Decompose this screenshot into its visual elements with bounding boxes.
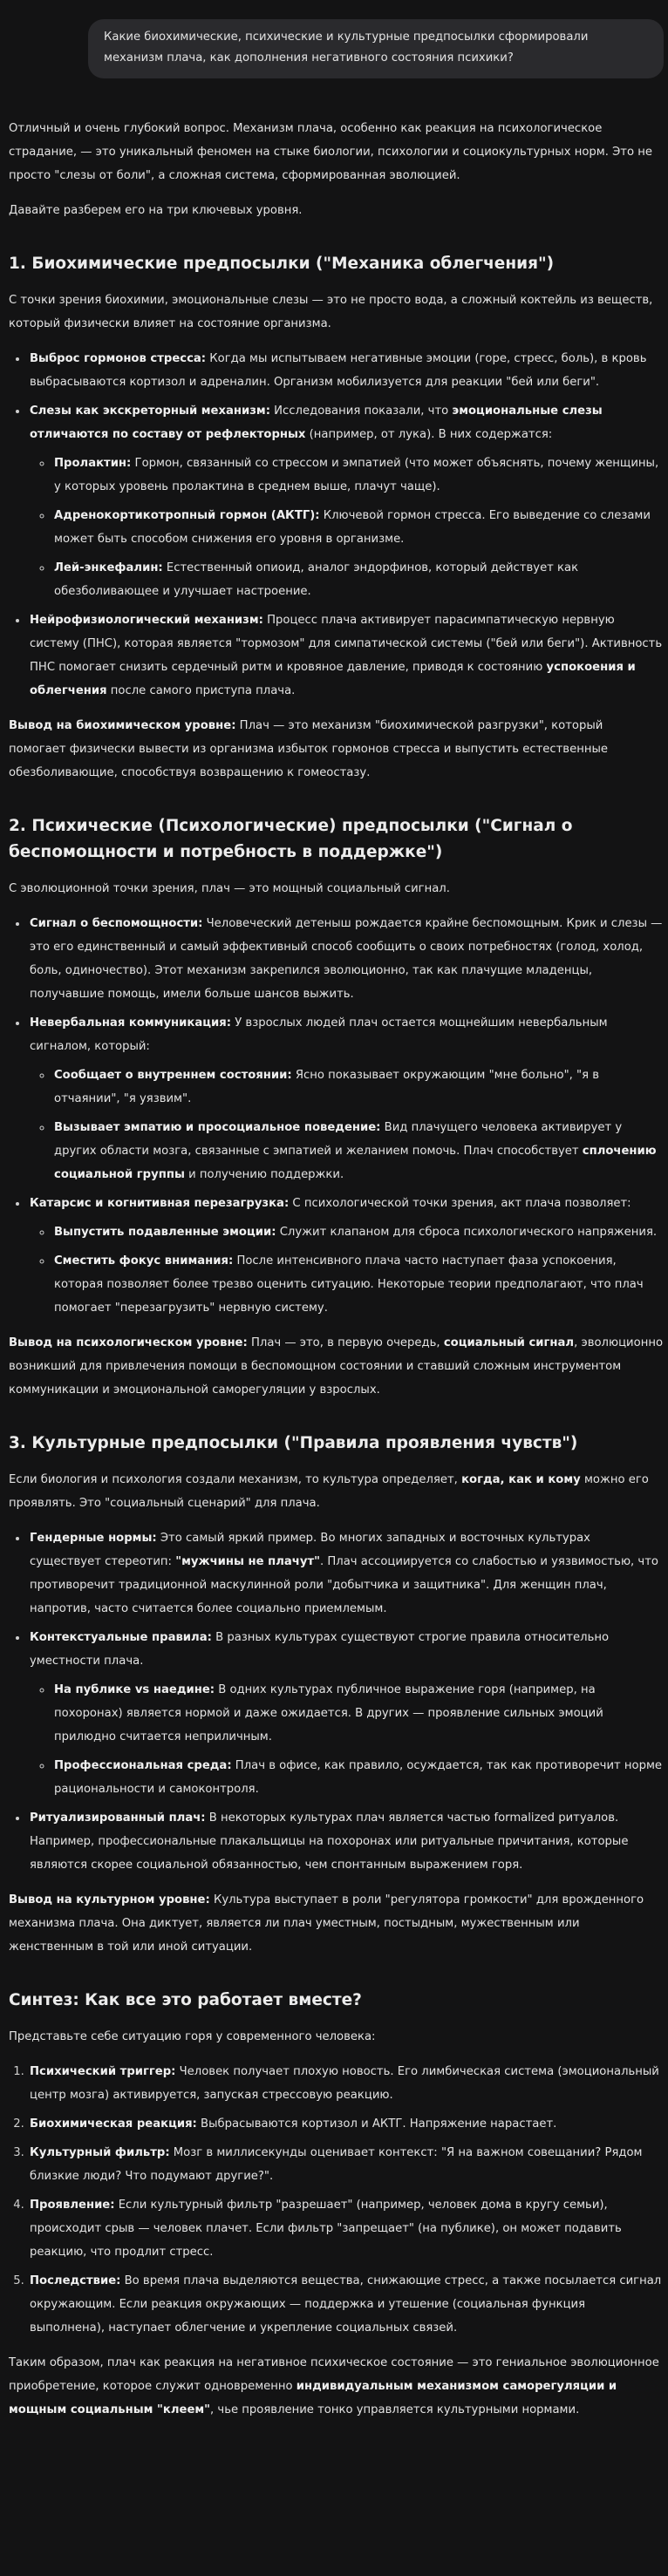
list-item: 1. Психический триггер: Человек получает плохую новость. Его лимбическая система (эмоциональный центр мозга) активируется, запуская стрессовую реакцию. [28,2060,663,2107]
section-conclusion: Вывод на культурном уровне: Культура выступает в роли "регулятора громкости" для врожденного механизма плача. Она диктует, является ли плач уместным, постыдным, мужественным или женственным в той или иной ситуации. [9,1893,644,1954]
list-item: ◦ На публике vs наедине: В одних культурах публичное выражение горя (например, на похоронах) является нормой и даже ожидается. В других — проявление сильных эмоций прилюдно считается неприличным. [52,1678,663,1749]
list-item: • Нейрофизиологический механизм: Процесс плача активирует парасимпатическую нервную систему (ПНС), которая является "тормозом" для симпатической системы ("бей или беги"). Активность ПНС помогает снизить сердечный ритм и кровяное давление, приводя к состоянию успокоения и облегчения после самого приступа плача. [28,608,663,703]
list-item: 3. Культурный фильтр: Мозг в миллисекунды оценивает контекст: "Я на важном совещании? Рядом близкие люди? Что подумают другие?". [28,2141,663,2188]
list-item: ◦ Профессиональная среда: Плач в офисе, как правило, осуждается, так как противоречит норме рациональности и самоконтроля. [52,1754,663,1801]
list-item: ◦ Сообщает о внутреннем состоянии: Ясно показывает окружающим "мне больно", "я в отчаянии", "я уязвим". [52,1064,663,1111]
list-item: • Катарсис и когнитивная перезагрузка: С психологической точки зрения, акт плача позволяет: ◦ Выпустить подавленные эмоции: Служит клапаном для сброса психологического напряжения. ◦ Сместить фокус внимания: После интенсивного плача часто наступает фаза успокоения, которая позволяет более трезво оценить ситуацию. Некоторые теории предполагают, что плач помогает "перезагрузить" нервную систему. [28,1192,663,1320]
list-item: 2. Биохимическая реакция: Выбрасываются кортизол и АКТГ. Напряжение нарастает. [28,2112,663,2136]
sub-bullet-list [30,1064,663,1186]
sub-bullet-list [30,452,663,603]
bullet-list [9,347,663,703]
list-item: ◦ Пролактин: Гормон, связанный со стрессом и эмпатией (что может объяснять, почему женщины, у которых уровень пролактина в среднем выше, плачут чаще). [52,452,663,499]
user-message-bubble [88,19,664,78]
section-intro: С эволюционной точки зрения, плач — это мощный социальный сигнал. [9,882,450,895]
list-item: • Невербальная коммуникация: У взрослых людей плач остается мощнейшим невербальным сигналом, который: ◦ Сообщает о внутреннем состоянии: Ясно показывает окружающим "мне больно", "я в отчаянии", "я уязвим". ◦ Вызывает эмпатию и просоциальное поведение: Вид плачущего человека активирует у других области мозга, связанные с эмпатией и желанием помочь. Плач способствует сплочению социальной группы и получению поддержки. [28,1011,663,1186]
sub-bullet-list [30,1678,663,1801]
numbered-list [9,2060,663,2340]
section-heading: 2. Психические (Психологические) предпосылки ("Сигнал о беспомощности и потребность в поддержке") [9,817,573,861]
list-item: • Выброс гормонов стресса: Когда мы испытываем негативные эмоции (горе, стресс, боль), в кровь выбрасываются кортизол и адреналин. Организм мобилизуется для реакции "бей или беги". [28,347,663,394]
user-message-text: Какие биохимические, психические и культурные предпосылки сформировали механизм плача, как дополнения негативного состояния психики? [104,31,589,65]
list-item: 5. Последствие: Во время плача выделяются вещества, снижающие стресс, а также посылается сигнал окружающим. Если реакция окружающих — поддержка и утешение (социальная функция выполнена), наступает облегчение и укрепление социальных связей. [28,2269,663,2340]
intro-paragraph: Отличный и очень глубокий вопрос. Механизм плача, особенно как реакция на психологическое страдание, — это уникальный феномен на стыке биологии, психологии и социокультурных норм. Это не просто "слезы от боли", а сложная система, сформированная эволюцией. [9,122,652,182]
intro-paragraph: Давайте разберем его на три ключевых уровня. [9,204,303,217]
bullet-list [9,912,663,1320]
list-item: ◦ Выпустить подавленные эмоции: Служит клапаном для сброса психологического напряжения. [52,1220,663,1244]
section-intro: С точки зрения биохимии, эмоциональные слезы — это не просто вода, а сложный коктейль из веществ, который физически влияет на состояние организма. [9,294,653,330]
list-item: • Ритуализированный плач: В некоторых культурах плач является частью formalized ритуалов. Например, профессиональные плакальщицы на похоронах или ритуальные причитания, которые являются скорее социальной обязанностью, чем спонтанным выражением горя. [28,1806,663,1877]
list-item: • Гендерные нормы: Это самый яркий пример. Во многих западных и восточных культурах существует стереотип: "мужчины не плачут". Плач ассоциируется со слабостью и уязвимостью, что противоречит традиционной маскулинной роли "добытчика и защитника". Для женщин плач, напротив, часто считается более социально приемлемым. [28,1526,663,1621]
section-conclusion: Вывод на психологическом уровне: Плач — это, в первую очередь, социальный сигнал, эволюционно возникший для привлечения помощи в беспомощном состоянии и ставший сложным инструментом коммуникации и эмоциональной саморегуляции у взрослых. [9,1336,664,1397]
section-intro: Если биология и психология создали механизм, то культура определяет, когда, как и кому можно его проявлять. Это "социальный сценарий" для плача. [9,1473,649,1510]
list-item: ◦ Вызывает эмпатию и просоциальное поведение: Вид плачущего человека активирует у других области мозга, связанные с эмпатией и желанием помочь. Плач способствует сплочению социальной группы и получению поддержки. [52,1116,663,1186]
list-item: ◦ Сместить фокус внимания: После интенсивного плача часто наступает фаза успокоения, которая позволяет более трезво оценить ситуацию. Некоторые теории предполагают, что плач помогает "перезагрузить" нервную систему. [52,1249,663,1320]
section-intro: Представьте себе ситуацию горя у современного человека: [9,2030,376,2043]
sub-bullet-list [30,1220,663,1320]
section-heading: 3. Культурные предпосылки ("Правила проявления чувств") [9,1434,578,1452]
section-heading: Синтез: Как все это работает вместе? [9,1991,362,2009]
list-item: • Сигнал о беспомощности: Человеческий детеныш рождается крайне беспомощным. Крик и слезы — это его единственный и самый эффективный способ сообщить о своих потребностях (голод, холод, боль, одиночество). Этот механизм закрепился эволюционно, так как плачущие младенцы, получавшие помощь, имели больше шансов выжить. [28,912,663,1006]
final-paragraph: Таким образом, плач как реакция на негативное психическое состояние — это гениальное эволюционное приобретение, которое служит одновременно индивидуальным механизмом саморегуляции и мощным социальным "клеем", чье проявление тонко управляется культурными нормами. [9,2356,659,2416]
list-item: ◦ Лей-энкефалин: Естественный опиоид, аналог эндорфинов, который действует как обезболивающее и улучшает настроение. [52,556,663,603]
section-conclusion: Вывод на биохимическом уровне: Плач — это механизм "биохимической разгрузки", который помогает физически вывести из организма избыток гормонов стресса и выпустить естественные обезболивающие, способствуя возвращению к гомеостазу. [9,719,608,779]
list-item: • Слезы как экскреторный механизм: Исследования показали, что эмоциональные слезы отличаются по составу от рефлекторных (например, от лука). В них содержатся: ◦ Пролактин: Гормон, связанный со стрессом и эмпатией (что может объяснять, почему женщины, у которых уровень пролактина в среднем выше, плачут чаще). ◦ Адренокортикотропный гормон (АКТГ): Ключевой гормон стресса. Его выведение со слезами может быть способом снижения его уровня в организме. ◦ Лей-энкефалин: Естественный опиоид, аналог эндорфинов, который действует как обезболивающее и улучшает настроение. [28,399,663,603]
list-item: ◦ Адренокортикотропный гормон (АКТГ): Ключевой гормон стресса. Его выведение со слезами может быть способом снижения его уровня в организме. [52,504,663,551]
bullet-list [9,1526,663,1877]
list-item: 4. Проявление: Если культурный фильтр "разрешает" (например, человек дома в кругу семьи), происходит срыв — человек плачет. Если фильтр "запрещает" (на публике), он может подавить реакцию, что продлит стресс. [28,2193,663,2264]
assistant-response [9,117,663,2433]
list-item: • Контекстуальные правила: В разных культурах существуют строгие правила относительно уместности плача. ◦ На публике vs наедине: В одних культурах публичное выражение горя (например, на похоронах) является нормой и даже ожидается. В других — проявление сильных эмоций прилюдно считается неприличным. ◦ Профессиональная среда: Плач в офисе, как правило, осуждается, так как противоречит норме рациональности и самоконтроля. [28,1626,663,1801]
section-heading: 1. Биохимические предпосылки ("Механика облегчения") [9,255,555,273]
